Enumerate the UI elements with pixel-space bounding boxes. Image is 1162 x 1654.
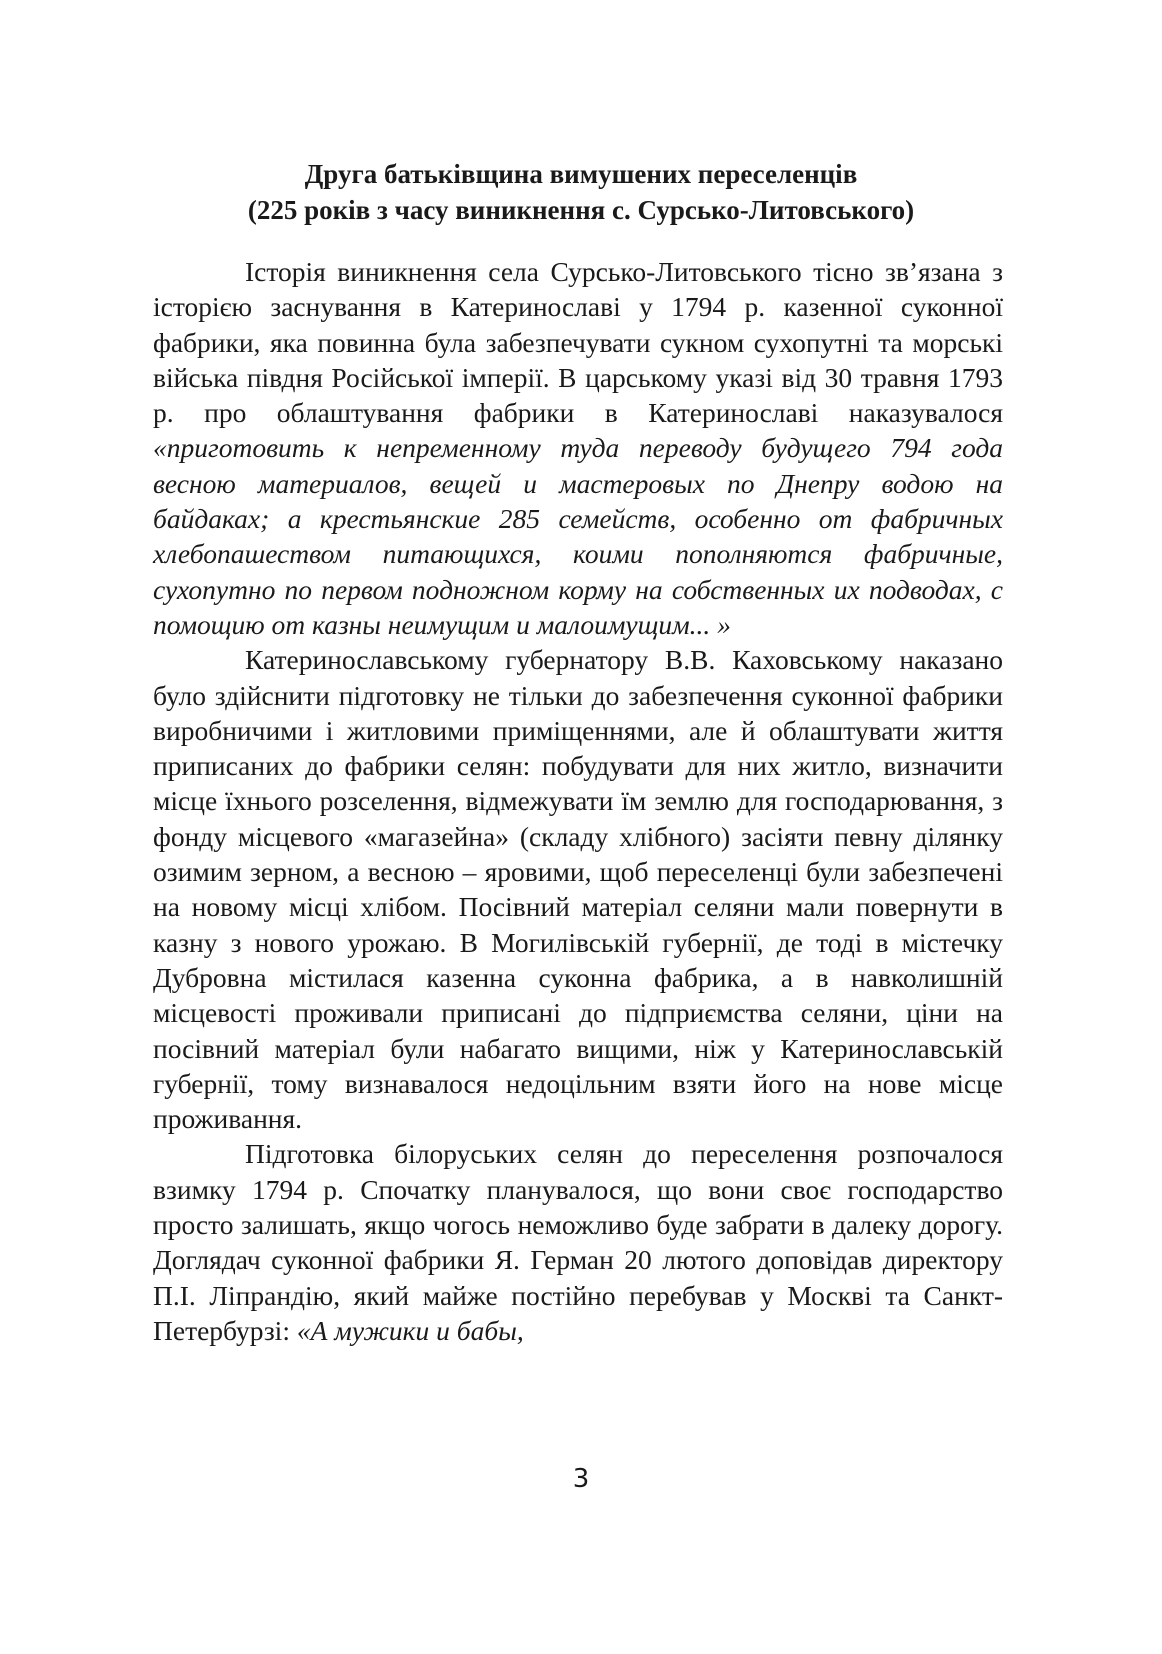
paragraph-2-text: Катеринославському губернатору В.В. Каховському наказано було здійснити підготовку не тільки до забезпечення суконної фабрики виробничими і житловими приміщеннями, але й облаштувати життя приписаних до фабрики селян: побудувати для них житло, визначити місце їхнього розселення, відмежувати їм землю для господарювання, з фонду місцевого «магазейна» (складу хлібного) засіяти певну ділянку озимим зерном, а весною – яровими, щоб переселенці були забезпечені на новому місці хлібом. Посівний матеріал селяни мали повернути в казну з нового урожаю. В Могилівській губернії, де тоді в містечку Дубровна містилася казенна суконна фабрика, а в навколишній місцевості проживали приписані до підприємства селяни, ціни на посівний матеріал були набагато вищими, ніж у Катеринославській губернії, тому визнавалося недоцільним взяти його на нове місце проживання. [153,644,1003,1135]
paragraph-2 [153,642,1003,1136]
paragraph-3-quote: «А мужики и бабы, [296,1314,524,1346]
paragraph-3 [153,1136,1003,1348]
paragraph-3-text: Підготовка білоруських селян до переселення розпочалося взимку 1794 р. Спочатку планувалося, що вони своє господарство просто залишать, якщо чогось неможливо буде забрати в далеку дорогу. Доглядач суконної фабрики Я. Герман 20 лютого доповідав директору П.І. Ліпрандію, який майже постійно перебував у Москві та Санкт-Петербурзі: [153,1138,1003,1346]
title-line-1: Друга батьківщина вимушених переселенців [304,159,858,189]
title-line-2: (225 років з часу виникнення с. Сурсько-Литовського) [247,195,915,225]
paragraph-1 [153,254,1003,642]
paragraph-1-quote: «приготовить к непременному туда переводу будущего 794 года весною материалов, вещей и мастеровых по Днепру водою на байдаках; а крестьянские 285 семейств, особенно от фабричных хлебопашеством питающихся, коими пополняются фабричные, сухопутно по первом подножном корму на собственных их подводах, с помощию от казны неимущим и малоимущим... » [153,432,1003,640]
document-title [150,156,1012,228]
page-number: 3 [572,1464,590,1494]
body-text [153,254,1003,1348]
paragraph-1-text: Історія виникнення села Сурсько-Литовського тісно зв’язана з історією заснування в Катеринославі у 1794 р. казенної суконної фабрики, яка повинна була забезпечувати сукном сухопутні та морські війська півдня Російської імперії. В царському указі від 30 травня 1793 р. про облаштування фабрики в Катеринославі наказувалося [153,256,1003,429]
